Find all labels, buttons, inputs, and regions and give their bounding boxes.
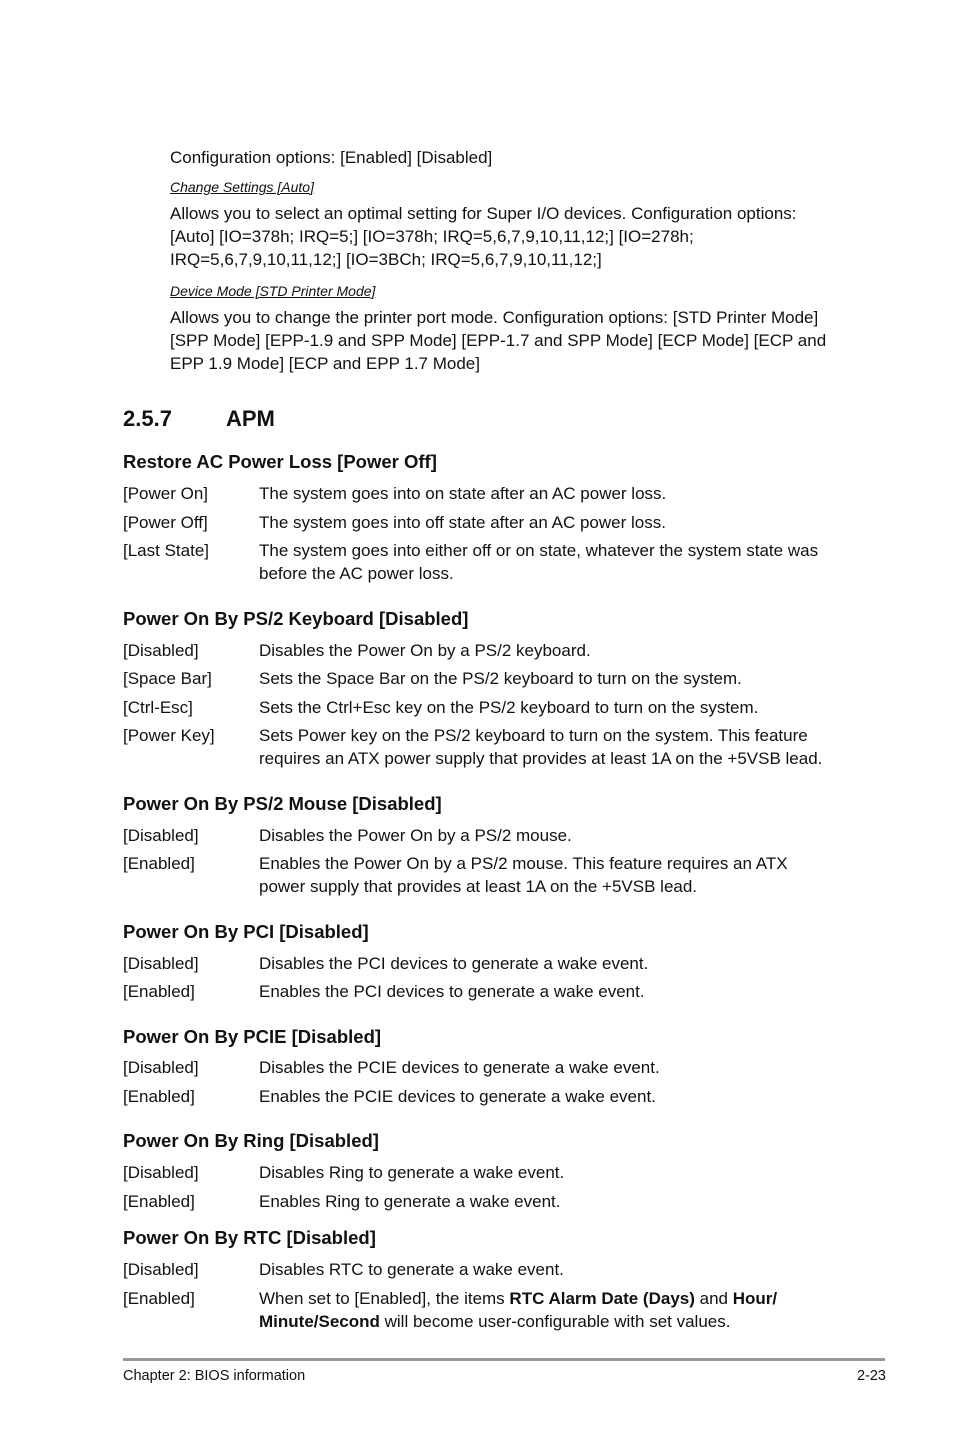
option-desc: Enables Ring to generate a wake event. — [259, 1192, 561, 1211]
option-value: [Disabled] — [123, 1260, 199, 1279]
option-value: [Space Bar] — [123, 669, 212, 688]
item-heading: Power On By Ring [Disabled] — [123, 1130, 379, 1151]
option-value: [Disabled] — [123, 641, 199, 660]
option-desc: Enables the Power On by a PS/2 mouse. This feature requires an ATX power supply that provides at least 1A on the +5VSB lead. — [259, 854, 788, 896]
device-mode-desc: Allows you to change the printer port mode. Configuration options: [STD Printer Mode] [SPP Mode] [EPP-1.9 and SPP Mode] [EPP-1.7 and SPP Mode] [ECP Mode] [ECP and EPP 1.9 Mode] [ECP and EPP 1.7 Mode] — [170, 308, 827, 373]
rtc-desc-part2: and — [694, 1289, 733, 1308]
option-desc: Sets the Space Bar on the PS/2 keyboard to turn on the system. — [259, 669, 742, 688]
option-value: [Disabled] — [123, 954, 199, 973]
option-value: [Disabled] — [123, 826, 199, 845]
option-desc: Disables the Power On by a PS/2 mouse. — [259, 826, 572, 845]
option-value: [Last State] — [123, 541, 209, 560]
option-value: [Power On] — [123, 484, 209, 503]
change-settings-desc: Allows you to select an optimal setting for Super I/O devices. Configuration options: [Auto] [IO=378h; IRQ=5;] [IO=378h; IRQ=5,6,7,9,10,11,12;] [IO=278h; IRQ=5,6,7,9,10,11,12;] [IO=3BCh; IRQ=5,6,7,9,10,11,12;] — [170, 204, 797, 269]
item-heading: Power On By PCIE [Disabled] — [123, 1026, 382, 1047]
hour-minute-second-term: Hour/ Minute/Second — [259, 1289, 778, 1331]
option-value: [Enabled] — [123, 1087, 195, 1106]
footer-page-number: 2-23 — [856, 1368, 886, 1384]
option-desc: Sets the Ctrl+Esc key on the PS/2 keyboard to turn on the system. — [259, 698, 759, 717]
option-value: [Enabled] — [123, 982, 195, 1001]
option-value: [Ctrl-Esc] — [123, 698, 193, 717]
option-desc: Disables RTC to generate a wake event. — [259, 1260, 564, 1279]
option-desc: The system goes into either off or on state, whatever the system state was before the AC power loss. — [259, 541, 819, 583]
option-desc: The system goes into off state after an AC power loss. — [259, 513, 666, 532]
option-desc: Enables the PCIE devices to generate a wake event. — [259, 1087, 656, 1106]
item-heading: Power On By PS/2 Mouse [Disabled] — [123, 793, 442, 814]
option-desc: Disables the PCIE devices to generate a wake event. — [259, 1058, 660, 1077]
option-value: [Disabled] — [123, 1163, 199, 1182]
option-value: [Power Off] — [123, 513, 208, 532]
option-value: [Enabled] — [123, 854, 195, 873]
option-desc: Sets Power key on the PS/2 keyboard to turn on the system. This feature requires an ATX power supply that provides at least 1A on the +5VSB lead. — [259, 726, 823, 768]
option-desc: Disables the PCI devices to generate a wake event. — [259, 954, 649, 973]
config-options-text: Configuration options: [Enabled] [Disabled] — [170, 148, 493, 167]
section-title: APM — [226, 406, 275, 431]
device-mode-label: Device Mode [STD Printer Mode] — [170, 283, 376, 299]
rtc-desc-part3: will become user-configurable with set values. — [379, 1312, 731, 1331]
footer-chapter: Chapter 2: BIOS information — [123, 1368, 306, 1384]
change-settings-label: Change Settings [Auto] — [170, 179, 314, 195]
option-value: [Power Key] — [123, 726, 215, 745]
option-desc — [259, 1287, 799, 1333]
option-desc: Disables the Power On by a PS/2 keyboard. — [259, 641, 591, 660]
item-heading: Power On By PS/2 Keyboard [Disabled] — [123, 608, 469, 629]
option-value: [Disabled] — [123, 1058, 199, 1077]
item-heading: Power On By RTC [Disabled] — [123, 1227, 376, 1248]
rtc-alarm-date-term: RTC Alarm Date (Days) — [509, 1289, 695, 1308]
item-heading: Restore AC Power Loss [Power Off] — [123, 451, 437, 472]
rtc-desc-part1: When set to [Enabled], the items — [259, 1289, 510, 1308]
footer-divider — [123, 1358, 885, 1361]
section-number: 2.5.7 — [123, 406, 172, 431]
option-value: [Enabled] — [123, 1289, 195, 1308]
item-heading: Power On By PCI [Disabled] — [123, 921, 369, 942]
option-desc: The system goes into on state after an AC power loss. — [259, 484, 667, 503]
option-desc: Disables Ring to generate a wake event. — [259, 1163, 565, 1182]
option-desc: Enables the PCI devices to generate a wake event. — [259, 982, 645, 1001]
option-value: [Enabled] — [123, 1192, 195, 1211]
